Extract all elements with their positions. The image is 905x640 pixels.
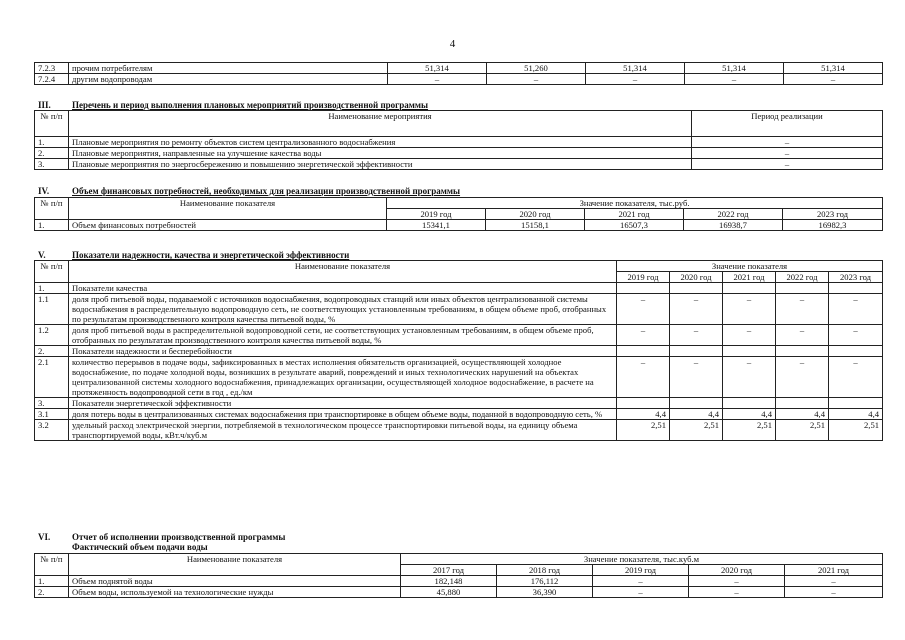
section4-table — [34, 197, 883, 231]
col-num-header: № п/п — [35, 554, 69, 576]
row-name: Объем воды, используемой на технологические нужды — [69, 587, 401, 598]
row-number: 1.2 — [35, 325, 69, 346]
value-cell: – — [829, 294, 883, 325]
col-num-header: № п/п — [35, 261, 69, 283]
group-row — [35, 346, 883, 357]
table-row — [35, 220, 883, 231]
table-row — [35, 576, 883, 587]
value-cell: 176,112 — [497, 576, 593, 587]
table-row — [35, 63, 883, 74]
empty-cell — [776, 283, 829, 294]
row-number: 3.1 — [35, 409, 69, 420]
top-table — [34, 62, 883, 85]
value-cell: 4,4 — [723, 409, 776, 420]
value-cell: 16507,3 — [585, 220, 684, 231]
value-cell: – — [670, 325, 723, 346]
value-cell: – — [776, 357, 829, 398]
table-row — [35, 159, 883, 170]
row-number: 2. — [35, 346, 69, 357]
value-cell: – — [689, 587, 785, 598]
year-header: 2021 год — [723, 272, 776, 283]
empty-cell — [829, 283, 883, 294]
empty-cell — [776, 346, 829, 357]
row-number: 7.2.4 — [35, 74, 69, 85]
year-header: 2021 год — [785, 565, 883, 576]
value-cell: 16982,3 — [783, 220, 883, 231]
table-row — [35, 420, 883, 441]
row-name: Плановые мероприятия по ремонту объектов систем централизованного водоснабжения — [69, 137, 692, 148]
row-number: 1. — [35, 220, 69, 231]
row-name: Объем финансовых потребностей — [69, 220, 387, 231]
row-number: 3. — [35, 398, 69, 409]
year-header: 2022 год — [776, 272, 829, 283]
section6-table — [34, 553, 883, 598]
empty-cell — [670, 398, 723, 409]
section3-table — [34, 110, 883, 170]
year-header: 2022 год — [684, 209, 783, 220]
empty-cell — [829, 398, 883, 409]
group-row — [35, 283, 883, 294]
row-name: Плановые мероприятия, направленные на улучшение качества воды — [69, 148, 692, 159]
row-name: Показатели надежности и бесперебойности — [69, 346, 617, 357]
row-name: доля проб питьевой воды, подаваемой с источников водоснабжения, водопроводных станций или иных объектов централизованной системы водоснабжения в распределительную водопроводную сеть, не соответствующих установленным требованиям, в общем объеме проб, отобранных по результатам производственного контроля качества питьевой воды, % — [69, 294, 617, 325]
period-cell: – — [692, 148, 883, 159]
col-name-header: Наименование показателя — [69, 554, 401, 576]
period-cell: – — [692, 137, 883, 148]
row-number: 1. — [35, 137, 69, 148]
section5-table — [34, 260, 883, 441]
section4-heading: IV. Объем финансовых потребностей, необходимых для реализации производственной программы — [38, 186, 461, 196]
value-cell: – — [785, 587, 883, 598]
value-cell: 2,51 — [776, 420, 829, 441]
value-cell: 182,148 — [401, 576, 497, 587]
empty-cell — [670, 283, 723, 294]
year-header: 2023 год — [829, 272, 883, 283]
row-name: Показатели качества — [69, 283, 617, 294]
empty-cell — [776, 398, 829, 409]
value-cell: 36,390 — [497, 587, 593, 598]
value-cell: – — [617, 357, 670, 398]
value-cell: – — [670, 294, 723, 325]
section6-subtitle: Фактический объем подачи воды — [72, 542, 208, 552]
value-cell: – — [670, 357, 723, 398]
row-name: Объем поднятой воды — [69, 576, 401, 587]
row-name: Показатели энергетической эффективности — [69, 398, 617, 409]
empty-cell — [617, 283, 670, 294]
value-cell: 2,51 — [829, 420, 883, 441]
row-number: 2. — [35, 148, 69, 159]
col-value-header: Значение показателя, тыс.руб. — [387, 198, 883, 209]
value-cell: – — [784, 74, 883, 85]
value-cell: – — [723, 357, 776, 398]
value-cell: – — [776, 325, 829, 346]
value-cell: 2,51 — [617, 420, 670, 441]
table-row — [35, 357, 883, 398]
row-number: 3. — [35, 159, 69, 170]
section3-heading: III. Перечень и период выполнения плановых мероприятий производственной программы — [38, 100, 429, 110]
value-cell: – — [586, 74, 685, 85]
value-cell: – — [388, 74, 487, 85]
col-value-header: Значение показателя — [617, 261, 883, 272]
value-cell: – — [685, 74, 784, 85]
empty-cell — [723, 346, 776, 357]
value-cell: 4,4 — [829, 409, 883, 420]
year-header: 2018 год — [497, 565, 593, 576]
year-header: 2023 год — [783, 209, 883, 220]
table-row — [35, 137, 883, 148]
year-header: 2020 год — [486, 209, 585, 220]
row-number: 1. — [35, 576, 69, 587]
value-cell: – — [723, 325, 776, 346]
value-cell: 51,314 — [586, 63, 685, 74]
year-header: 2019 год — [617, 272, 670, 283]
value-cell: 15341,1 — [387, 220, 486, 231]
row-name: прочим потребителям — [69, 63, 388, 74]
col-num-header: № п/п — [35, 198, 69, 220]
value-cell: 45,880 — [401, 587, 497, 598]
value-cell: 51,314 — [784, 63, 883, 74]
table-row — [35, 325, 883, 346]
table-row — [35, 74, 883, 85]
value-cell: 51,314 — [685, 63, 784, 74]
col-period-header: Период реализации — [692, 111, 883, 137]
group-row — [35, 398, 883, 409]
year-header: 2020 год — [689, 565, 785, 576]
row-number: 1. — [35, 283, 69, 294]
row-name: количество перерывов в подаче воды, зафиксированных в местах исполнения обязательств организацией, осуществляющей холодное водоснабжение, по подаче холодной воды, возникших в результате аварий, повреждений и иных технологических нарушений на объектах централизованной системы холодного водоснабжения, принадлежащих организации, осуществляющей холодное водоснабжение, в расчете на протяженность водопроводной сети в год , ед./км — [69, 357, 617, 398]
value-cell: 16938,7 — [684, 220, 783, 231]
row-number: 7.2.3 — [35, 63, 69, 74]
value-cell: 15158,1 — [486, 220, 585, 231]
row-name: доля потерь воды в централизованных системах водоснабжения при транспортировке в общем объеме воды, поданной в водопроводную сеть, % — [69, 409, 617, 420]
value-cell: 4,4 — [617, 409, 670, 420]
value-cell: – — [689, 576, 785, 587]
year-header: 2017 год — [401, 565, 497, 576]
page-number: 4 — [449, 38, 456, 50]
period-cell: – — [692, 159, 883, 170]
section6-heading: VI. Отчет об исполнении производственной программы — [38, 532, 286, 542]
row-number: 2. — [35, 587, 69, 598]
value-cell: – — [593, 576, 689, 587]
empty-cell — [723, 283, 776, 294]
row-name: другим водопроводам — [69, 74, 388, 85]
year-header: 2019 год — [387, 209, 486, 220]
value-cell: – — [829, 357, 883, 398]
value-cell: 4,4 — [670, 409, 723, 420]
table-row — [35, 148, 883, 159]
row-name: удельный расход электрической энергии, потребляемой в технологическом процессе транспортировки питьевой воды, на единицу объема транспортируемой воды, кВт.ч/куб.м — [69, 420, 617, 441]
section5-heading: V. Показатели надежности, качества и энергетической эффективности — [38, 250, 350, 260]
year-header: 2020 год — [670, 272, 723, 283]
row-number: 2.1 — [35, 357, 69, 398]
value-cell: 4,4 — [776, 409, 829, 420]
year-header: 2021 год — [585, 209, 684, 220]
row-name: доля проб питьевой воды в распределительной водопроводной сети, не соответствующих установленным требованиям, в общем объеме проб, отобранных по результатам производственного контроля качества питьевой воды, % — [69, 325, 617, 346]
row-name: Плановые мероприятия по энергосбережению и повышению энергетической эффективности — [69, 159, 692, 170]
table-row — [35, 409, 883, 420]
value-cell: 2,51 — [670, 420, 723, 441]
table-row — [35, 294, 883, 325]
row-number: 3.2 — [35, 420, 69, 441]
value-cell: – — [723, 294, 776, 325]
value-cell: – — [785, 576, 883, 587]
empty-cell — [670, 346, 723, 357]
value-cell: 51,314 — [388, 63, 487, 74]
value-cell: – — [776, 294, 829, 325]
value-cell: – — [487, 74, 586, 85]
col-name-header: Наименование мероприятия — [69, 111, 692, 137]
col-name-header: Наименование показателя — [69, 198, 387, 220]
value-cell: – — [617, 294, 670, 325]
value-cell: 51,260 — [487, 63, 586, 74]
empty-cell — [617, 398, 670, 409]
col-num-header: № п/п — [35, 111, 69, 137]
empty-cell — [617, 346, 670, 357]
value-cell: – — [593, 587, 689, 598]
value-cell: – — [829, 325, 883, 346]
col-value-header: Значение показателя, тыс.куб.м — [401, 554, 883, 565]
year-header: 2019 год — [593, 565, 689, 576]
value-cell: 2,51 — [723, 420, 776, 441]
col-name-header: Наименование показателя — [69, 261, 617, 283]
empty-cell — [723, 398, 776, 409]
table-row — [35, 587, 883, 598]
value-cell: – — [617, 325, 670, 346]
empty-cell — [829, 346, 883, 357]
row-number: 1.1 — [35, 294, 69, 325]
